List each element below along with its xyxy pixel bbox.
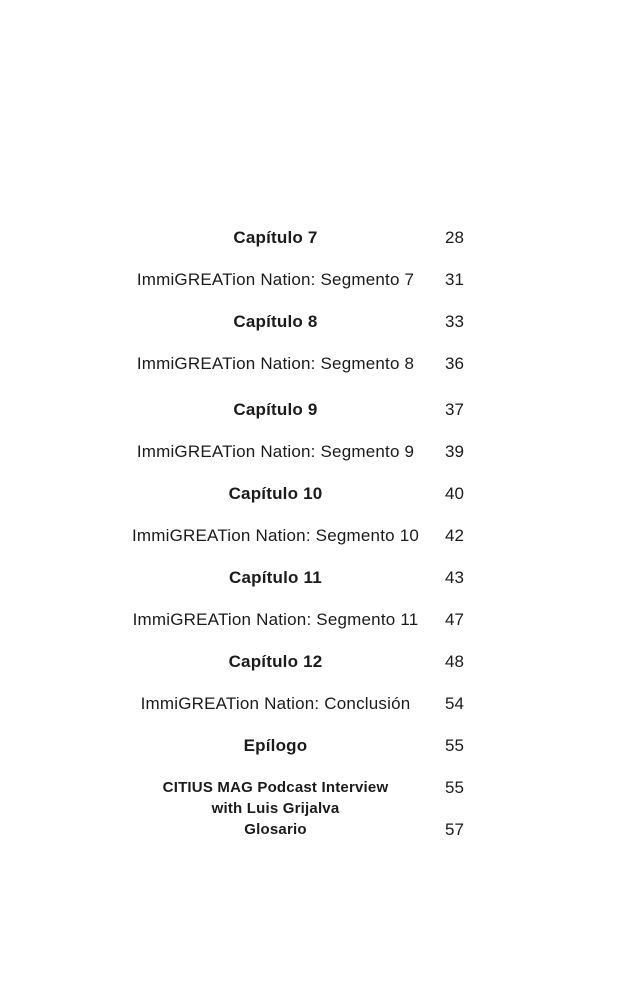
toc-entry-title: ImmiGREATion Nation: Segmento 9 — [136, 441, 415, 461]
toc-entry-title: Capítulo 12 — [228, 651, 323, 671]
toc-entry-segmento-8 — [0, 342, 625, 384]
toc-entry-title: Capítulo 11 — [229, 567, 322, 587]
toc-entry-title: ImmiGREATion Nation: Segmento 7 — [136, 269, 415, 289]
toc-entry-page-number: 36 — [445, 353, 464, 373]
toc-entry-page-number: 40 — [445, 483, 464, 503]
toc-entry-segmento-11 — [0, 598, 625, 640]
toc-entry-page-number: 47 — [445, 609, 464, 629]
toc-entry-page-number: 37 — [445, 399, 464, 419]
toc-entry-page-number: 55 — [445, 778, 464, 797]
toc-entry-glosario — [0, 819, 625, 840]
toc-entry-title: Capítulo 10 — [228, 483, 323, 503]
toc-entry-title: Glosario — [244, 821, 307, 838]
toc-entry-capitulo-10 — [0, 472, 625, 514]
toc-entry-page-number: 39 — [445, 441, 464, 461]
toc-entry-title: CITIUS MAG Podcast Interview with Luis Grijalva — [162, 779, 389, 817]
toc-entry-segmento-10 — [0, 514, 625, 556]
toc-entry-title: ImmiGREATion Nation: Conclusión — [140, 693, 411, 713]
toc-entry-title: ImmiGREATion Nation: Segmento 11 — [132, 609, 419, 629]
toc-entry-page-number: 33 — [445, 311, 464, 331]
toc-entry-page-number: 54 — [445, 693, 464, 713]
toc-entry-page-number: 42 — [445, 525, 464, 545]
toc-entry-page-number: 28 — [445, 227, 464, 247]
toc-entry-capitulo-8 — [0, 300, 625, 342]
toc-entry-title: ImmiGREATion Nation: Segmento 10 — [131, 525, 420, 545]
toc-entry-capitulo-9 — [0, 388, 625, 430]
toc-entry-page-number: 48 — [445, 651, 464, 671]
toc-entry-page-number: 31 — [445, 269, 464, 289]
toc-entry-title: Epílogo — [243, 735, 308, 755]
toc-entry-title: ImmiGREATion Nation: Segmento 8 — [136, 353, 415, 373]
toc-entry-capitulo-11 — [0, 556, 625, 598]
toc-entry-conclusion — [0, 682, 625, 724]
toc-entry-epilogo — [0, 724, 625, 766]
table-of-contents — [0, 216, 625, 840]
toc-entry-page-number: 43 — [445, 567, 464, 587]
toc-entry-title: Capítulo 9 — [233, 399, 318, 419]
toc-entry-title: Capítulo 8 — [233, 311, 318, 331]
toc-entry-segmento-9 — [0, 430, 625, 472]
toc-entry-page-number: 55 — [445, 735, 464, 755]
toc-entry-citius-mag-podcast — [0, 777, 625, 819]
toc-entry-capitulo-7 — [0, 216, 625, 258]
toc-entry-capitulo-12 — [0, 640, 625, 682]
toc-entry-page-number: 57 — [445, 820, 464, 839]
toc-entry-segmento-7 — [0, 258, 625, 300]
toc-entry-title: Capítulo 7 — [233, 227, 318, 247]
